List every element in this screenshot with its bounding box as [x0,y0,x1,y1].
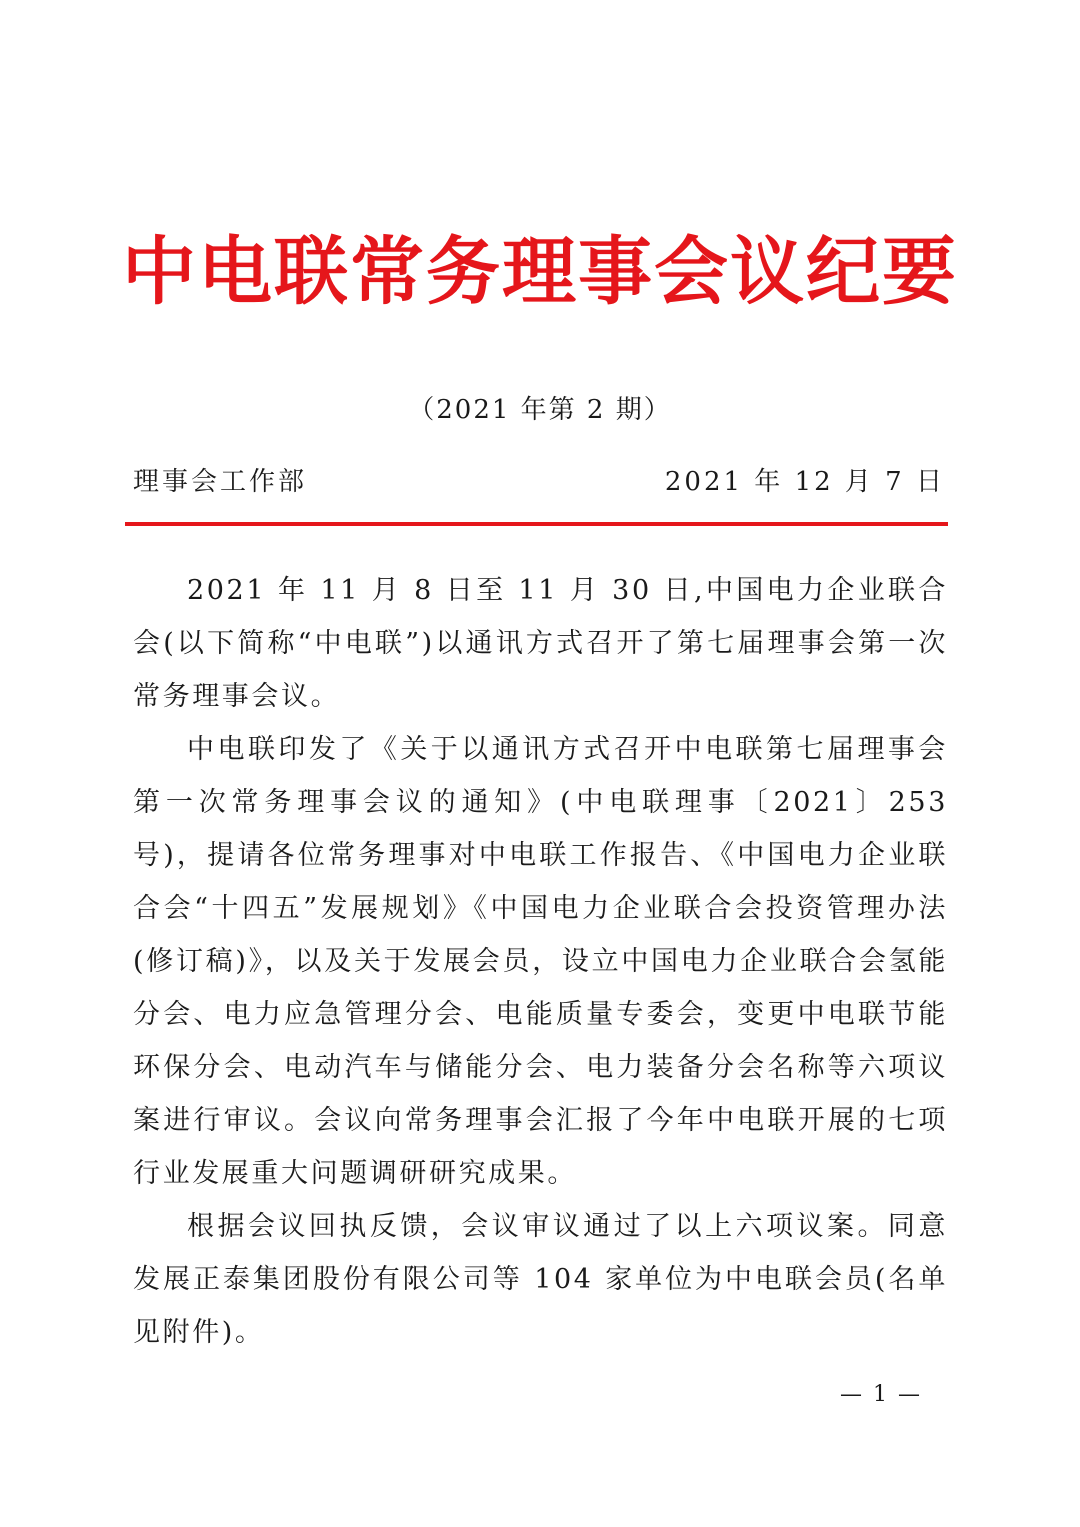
body-paragraph: 根据会议回执反馈，会议审议通过了以上六项议案。同意发展正泰集团股份有限公司等 104 家单位为中电联会员(名单见附件)。 [133,1211,948,1348]
issue-date: 2021 年 12 月 7 日 [664,467,945,497]
page-number: — 1 — [840,1382,922,1407]
body-paragraph: 中电联印发了《关于以通讯方式召开中电联第七届理事会第一次常务理事会议的通知》(中电联理事〔2021〕253 号)，提请各位常务理事对中电联工作报告、《中国电力企业联合会“十四五”发展规划》《中国电力企业联合会投资管理办法(修订稿)》，以及关于发展会员，设立中国电力企业联合会氢能分会、电力应急管理分会、电能质量专委会，变更中电联节能环保分会、电动汽车与储能分会、电力装备分会名称等六项议案进行审议。会议向常务理事会汇报了今年中电联开展的七项行业发展重大问题调研研究成果。 [133,734,948,1189]
body-paragraph: 2021 年 11 月 8 日至 11 月 30 日,中国电力企业联合会(以下简称“中电联”)以通讯方式召开了第七届理事会第一次常务理事会议。 [133,575,948,712]
issue-number: （2021 年第 2 期） [408,395,672,425]
document-title: 中电联常务理事会议纪要 [122,229,958,315]
issuing-department: 理事会工作部 [133,467,308,497]
document-body [133,564,948,1359]
header-divider [125,522,948,526]
